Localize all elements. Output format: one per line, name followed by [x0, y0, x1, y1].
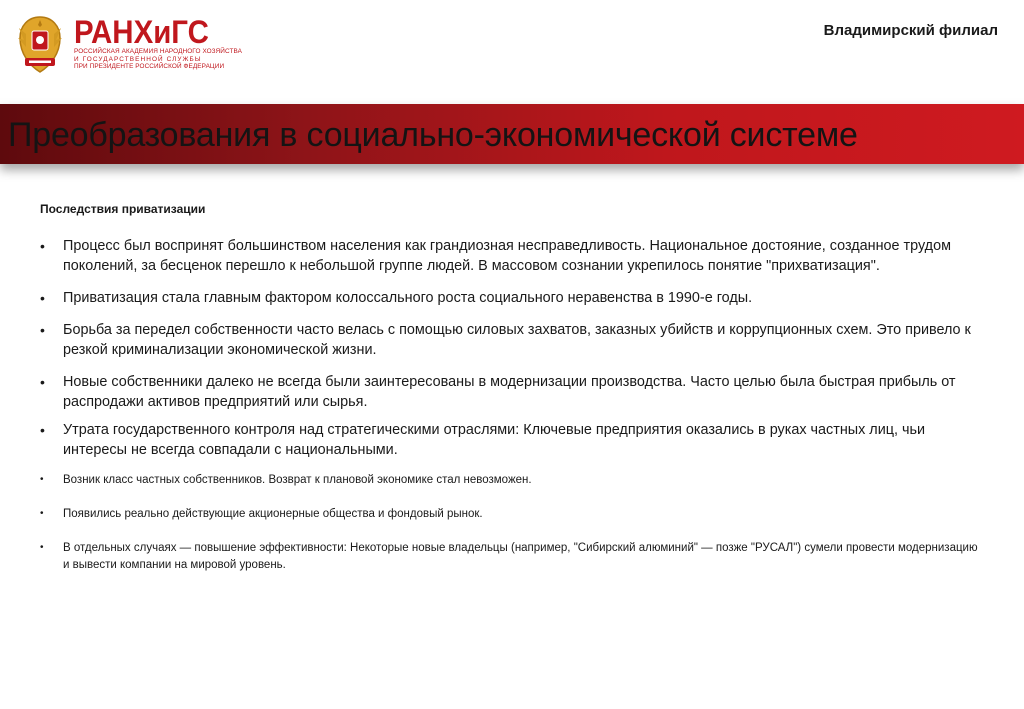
- logo-title: РАНХиГС: [74, 14, 209, 50]
- list-item-text: Борьба за передел собственности часто велась с помощью силовых захватов, заказных убийств и коррупционных схем. Это привело к резкой криминализации экономической жизни.: [63, 322, 971, 358]
- list-item: [40, 320, 980, 360]
- section-heading: Последствия приватизации: [40, 202, 206, 216]
- slide-title: Преобразования в социально-экономической системе: [8, 116, 858, 154]
- list-item: [40, 288, 980, 308]
- list-item: [40, 420, 980, 460]
- list-item-text: Возник класс частных собственников. Возврат к плановой экономике стал невозможен.: [63, 474, 532, 486]
- list-item-text: Появились реально действующие акционерные общества и фондовый рынок.: [63, 508, 483, 520]
- list-item-text: В отдельных случаях — повышение эффективности: Некоторые новые владельцы (например, "Сибирский алюминий" — позже "РУСАЛ") сумели провести модернизацию и вывести компании на мировой уровень.: [63, 542, 978, 571]
- branch-name: Владимирский филиал: [823, 22, 998, 39]
- list-item: [40, 540, 980, 574]
- list-item-text: Приватизация стала главным фактором колоссального роста социального неравенства в 1990-е годы.: [63, 290, 753, 306]
- logo: [74, 16, 242, 71]
- list-item: [40, 506, 980, 523]
- bullet-icon: •: [40, 422, 45, 438]
- bullet-icon: •: [40, 374, 45, 390]
- bullet-icon: •: [40, 542, 44, 553]
- bullet-list: [40, 236, 980, 574]
- bullet-icon: •: [40, 290, 45, 306]
- logo-subtitle-line: ПРИ ПРЕЗИДЕНТЕ РОССИЙСКОЙ ФЕДЕРАЦИИ: [74, 63, 225, 71]
- bullet-icon: •: [40, 322, 45, 338]
- bullet-icon: •: [40, 238, 45, 254]
- logo-subtitle-line: РОССИЙСКАЯ АКАДЕМИЯ НАРОДНОГО ХОЗЯЙСТВА: [74, 48, 242, 55]
- list-item: [40, 236, 980, 276]
- ranepa-emblem-icon: [15, 14, 65, 76]
- list-item: [40, 472, 980, 489]
- bullet-icon: •: [40, 508, 44, 519]
- list-item-text: Процесс был воспринят большинством населения как грандиозная несправедливость. Национальное достояние, созданное трудом поколений, за бесценок перешло к небольшой группе людей. В массовом сознании укрепилось понятие "прихватизация".: [63, 238, 951, 274]
- list-item-text: Утрата государственного контроля над стратегическими отраслями: Ключевые предприятия оказались в руках частных лиц, чьи интересы не всегда совпадали с национальными.: [63, 422, 926, 458]
- bullet-icon: •: [40, 474, 44, 485]
- logo-subtitle-line: И ГОСУДАРСТВЕННОЙ СЛУЖБЫ: [74, 55, 202, 63]
- list-item: [40, 372, 980, 412]
- list-item-text: Новые собственники далеко не всегда были заинтересованы в модернизации производства. Часто целью была быстрая прибыль от распродажи активов предприятий или сырья.: [63, 374, 956, 410]
